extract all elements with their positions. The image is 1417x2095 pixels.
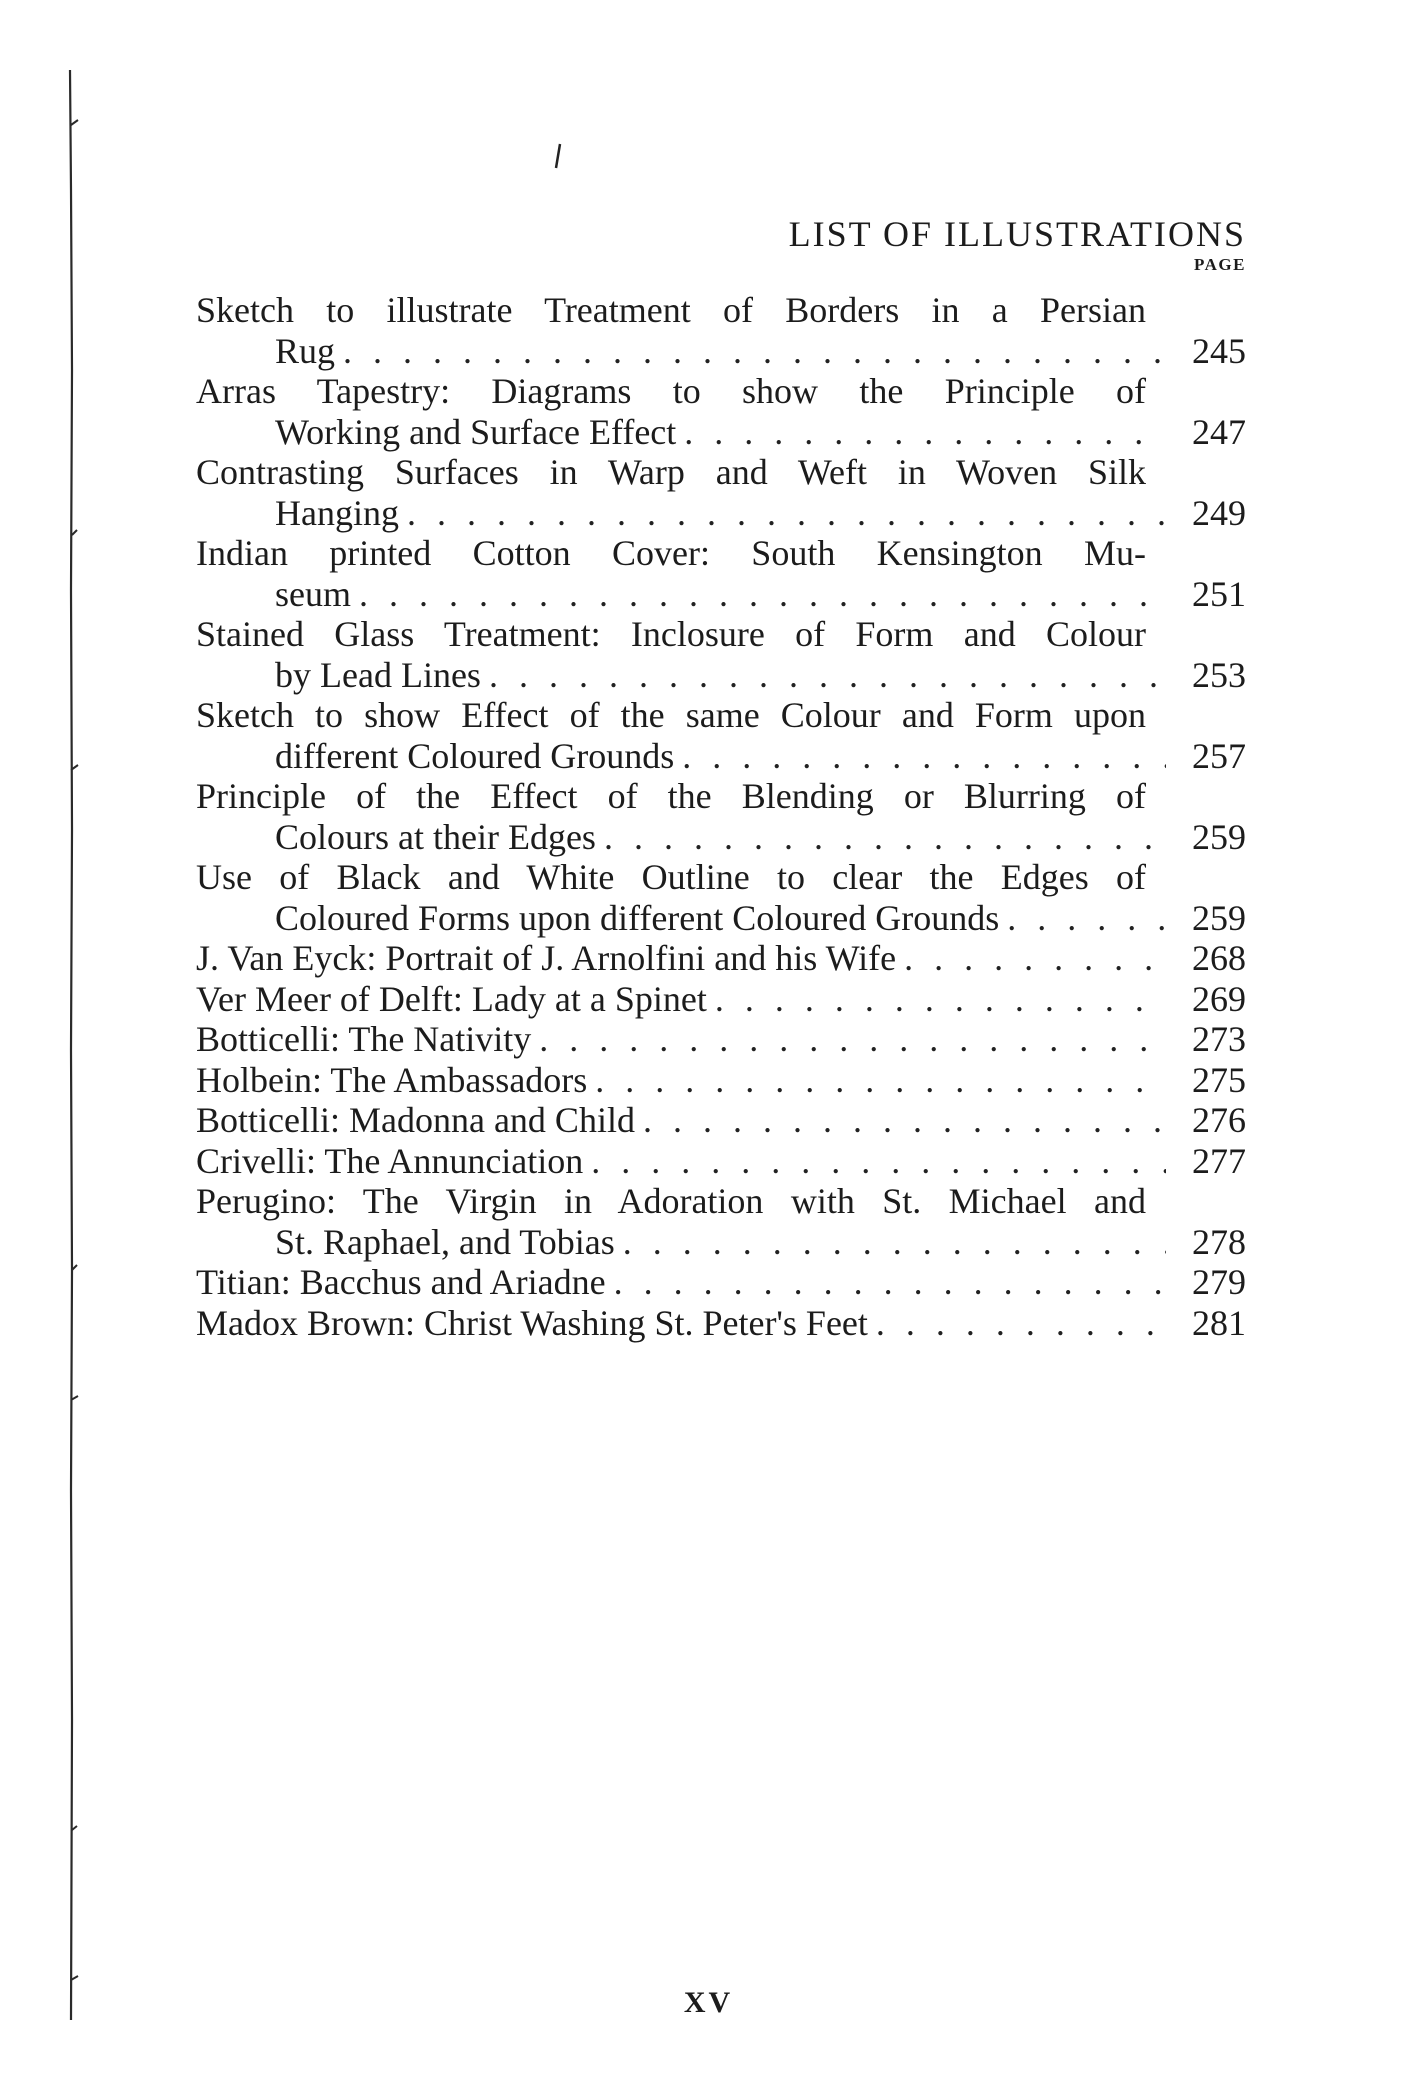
list-item	[196, 614, 1246, 695]
list-item	[196, 776, 1246, 857]
entry-first-line	[196, 776, 1246, 817]
list-item	[196, 938, 1246, 979]
dot-leader	[868, 1303, 1166, 1344]
entry-last-line	[196, 1100, 1246, 1141]
entry-last-line	[196, 655, 1246, 696]
dot-leader	[531, 1019, 1166, 1060]
dot-leader	[676, 412, 1166, 453]
entry-page-number: 279	[1192, 1262, 1246, 1302]
entry-page-number: 273	[1192, 1019, 1246, 1059]
entry-page-number: 253	[1192, 654, 1246, 695]
entry-last-line	[196, 979, 1246, 1020]
entry-title-last-line: Hanging	[275, 492, 399, 533]
list-item	[196, 533, 1246, 614]
list-item	[196, 1060, 1246, 1101]
entry-last-line	[196, 1262, 1246, 1303]
dot-leader	[596, 817, 1166, 858]
dot-leader	[635, 1100, 1166, 1141]
dot-leader	[351, 574, 1166, 615]
entry-first-line	[196, 371, 1246, 412]
page-column-label: PAGE	[1194, 255, 1246, 274]
entry-title-first-line: Sketch to illustrate Treatment of Borders in a Persian	[196, 290, 1146, 330]
entry-title-last-line: J. Van Eyck: Portrait of J. Arnolfini and his Wife	[196, 938, 897, 978]
entry-title-first-line: Arras Tapestry: Diagrams to show the Principle of	[196, 371, 1146, 411]
dot-leader	[615, 1222, 1166, 1263]
list-item	[196, 371, 1246, 452]
entry-title-last-line: seum	[275, 573, 351, 614]
dot-leader	[335, 331, 1166, 372]
entry-title-first-line: Use of Black and White Outline to clear the Edges of	[196, 857, 1146, 897]
entry-page-number: 251	[1192, 573, 1246, 614]
dot-leader	[999, 898, 1166, 939]
entry-title-last-line: Rug	[275, 330, 336, 371]
entry-page-number: 249	[1192, 492, 1246, 533]
entry-title-first-line: Perugino: The Virgin in Adoration with St. Michael and	[196, 1181, 1146, 1221]
entry-title-last-line: St. Raphael, and Tobias	[275, 1221, 615, 1262]
entry-title-last-line: by Lead Lines	[275, 654, 481, 695]
entry-title-last-line: Working and Surface Effect	[275, 411, 677, 452]
entry-page-number: 276	[1192, 1100, 1246, 1140]
dot-leader	[583, 1141, 1166, 1182]
scan-binding-edge	[66, 70, 80, 2020]
entry-title-last-line: Crivelli: The Annunciation	[196, 1140, 584, 1181]
entry-title-last-line: Botticelli: The Nativity	[196, 1019, 532, 1059]
entry-last-line	[196, 331, 1246, 372]
list-item	[196, 695, 1246, 776]
entry-title-first-line: Stained Glass Treatment: Inclosure of Form and Colour	[196, 614, 1146, 654]
list-item	[196, 1141, 1246, 1182]
list-item	[196, 1019, 1246, 1060]
entry-first-line	[196, 290, 1246, 331]
page-title: LIST OF ILLUSTRATIONS	[788, 214, 1246, 254]
entry-page-number: 245	[1192, 330, 1246, 371]
list-item	[196, 1181, 1246, 1262]
dot-leader	[481, 655, 1166, 696]
entry-title-first-line: Principle of the Effect of the Blending or Blurring of	[196, 776, 1146, 816]
entry-last-line	[196, 1222, 1246, 1263]
page-folio: XV	[683, 1986, 734, 2019]
entry-title-last-line: Madox Brown: Christ Washing St. Peter's Feet	[196, 1302, 868, 1343]
entry-last-line	[196, 817, 1246, 858]
list-item	[196, 452, 1246, 533]
entry-page-number: 259	[1192, 897, 1246, 938]
dot-leader	[606, 1262, 1166, 1303]
entry-last-line	[196, 938, 1246, 979]
entry-page-number: 277	[1192, 1140, 1246, 1181]
entry-last-line	[196, 736, 1246, 777]
entry-first-line	[196, 533, 1246, 574]
entry-title-last-line: Coloured Forms upon different Coloured Grounds	[275, 897, 1000, 938]
entry-title-last-line: Titian: Bacchus and Ariadne	[196, 1262, 606, 1302]
dot-leader	[399, 493, 1166, 534]
entry-page-number: 259	[1192, 816, 1246, 857]
entry-last-line	[196, 1019, 1246, 1060]
entry-last-line	[196, 1141, 1246, 1182]
entry-title-last-line: Colours at their Edges	[275, 816, 596, 857]
dot-leader	[896, 938, 1166, 979]
dot-leader	[587, 1060, 1166, 1101]
entry-page-number: 257	[1192, 735, 1246, 776]
dot-leader	[674, 736, 1166, 777]
entry-title-first-line: Indian printed Cotton Cover: South Kensington Mu-	[196, 533, 1146, 573]
list-header	[196, 214, 1246, 276]
entry-last-line	[196, 493, 1246, 534]
entry-page-number: 275	[1192, 1059, 1246, 1100]
entry-last-line	[196, 898, 1246, 939]
entry-title-last-line: Ver Meer of Delft: Lady at a Spinet	[196, 978, 707, 1019]
dot-leader	[707, 979, 1166, 1020]
entry-title-last-line: Botticelli: Madonna and Child	[196, 1100, 635, 1140]
entry-title-first-line: Sketch to show Effect of the same Colour and Form upon	[196, 695, 1146, 735]
list-item	[196, 1262, 1246, 1303]
entry-last-line	[196, 412, 1246, 453]
entry-first-line	[196, 452, 1246, 493]
entry-page-number: 269	[1192, 978, 1246, 1019]
list-item	[196, 979, 1246, 1020]
entry-first-line	[196, 1181, 1246, 1222]
entry-page-number: 281	[1192, 1302, 1246, 1343]
list-item	[196, 1303, 1246, 1344]
entry-first-line	[196, 614, 1246, 655]
entry-last-line	[196, 574, 1246, 615]
entry-page-number: 268	[1192, 938, 1246, 978]
list-item	[196, 857, 1246, 938]
entry-first-line	[196, 857, 1246, 898]
entry-title-last-line: different Coloured Grounds	[275, 735, 675, 776]
entry-page-number: 278	[1192, 1221, 1246, 1262]
list-item	[196, 290, 1246, 371]
entry-page-number: 247	[1192, 411, 1246, 452]
entry-last-line	[196, 1303, 1246, 1344]
entry-title-first-line: Contrasting Surfaces in Warp and Weft in Woven Silk	[196, 452, 1146, 492]
entry-first-line	[196, 695, 1246, 736]
entry-title-last-line: Holbein: The Ambassadors	[196, 1059, 588, 1100]
stray-ink-mark	[553, 142, 563, 170]
entry-last-line	[196, 1060, 1246, 1101]
list-item	[196, 1100, 1246, 1141]
illustrations-list	[196, 290, 1246, 1343]
